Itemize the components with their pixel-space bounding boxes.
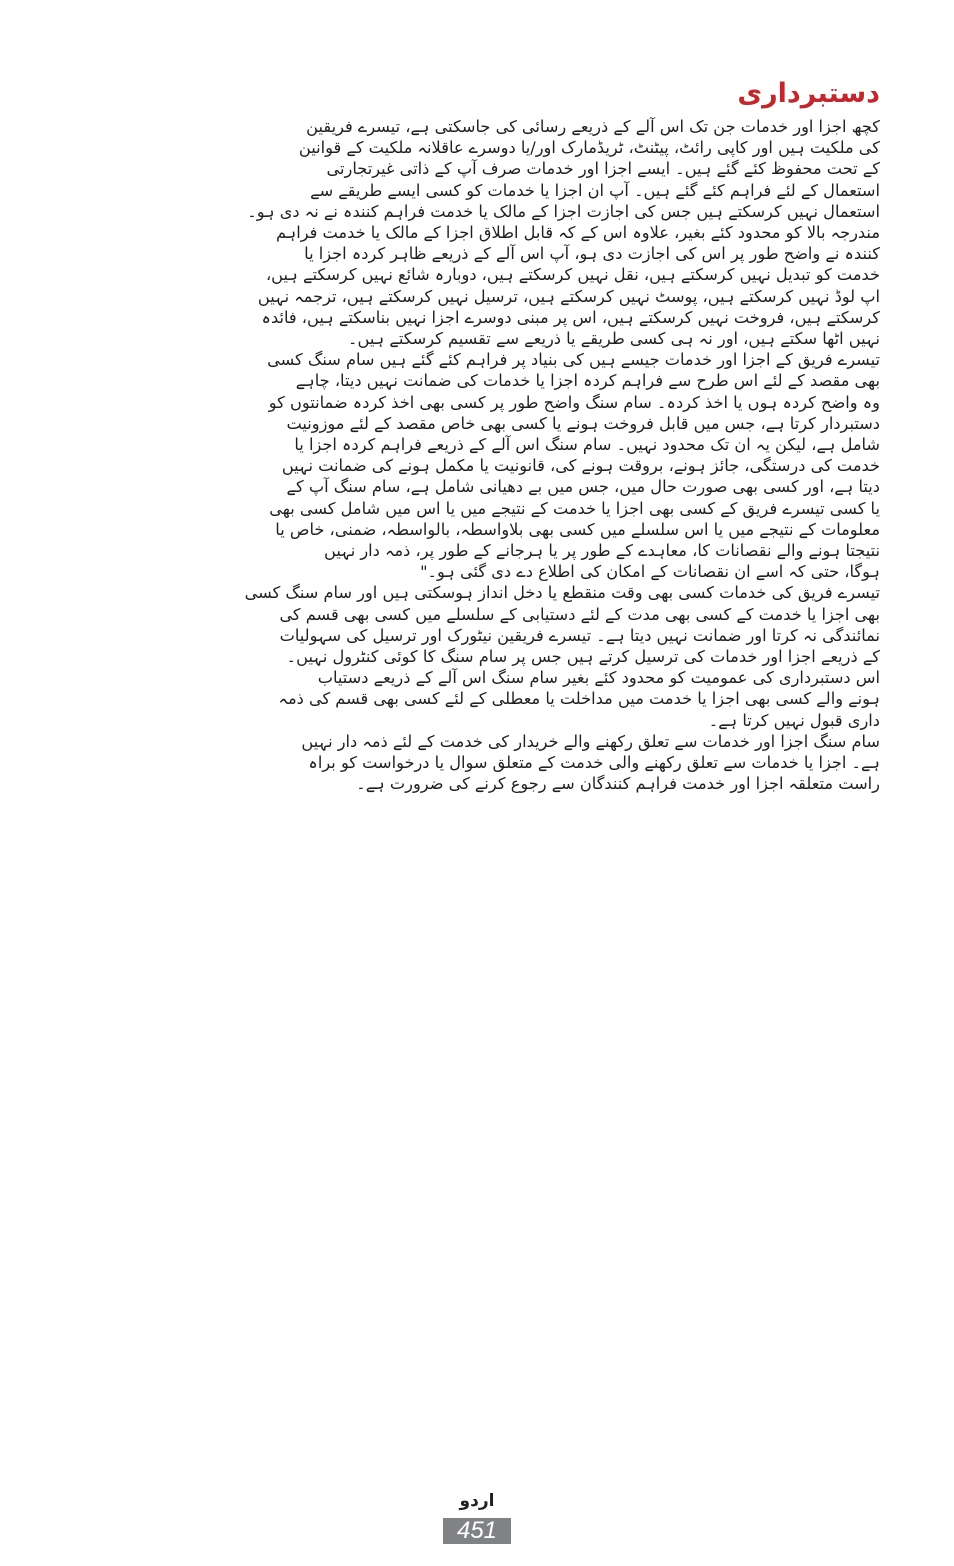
paragraph-line: نمائندگی نہ کرتا اور ضمانت نہیں دیتا ہے۔ تیسرے فریقین نیٹورک اور ترسیل کی سہولیات [279, 625, 880, 645]
paragraph [78, 731, 880, 795]
paragraph-line: استعمال نہیں کرسکتے ہیں جس کی اجازت اجزا کے مالک یا خدمت فراہم کنندہ نے نہ دی ہو۔ [247, 201, 880, 221]
paragraph-line: ہے۔ اجزا یا خدمات سے تعلق رکھنے والی خدمت کے متعلق سوال یا درخواست کو براہ [308, 753, 880, 773]
paragraph [78, 349, 880, 582]
paragraph-line: سام سنگ اجزا اور خدمات سے تعلق رکھنے والے خریدار کی خدمت کے لئے ذمہ دار نہیں [301, 731, 880, 751]
paragraph-line: کے تحت محفوظ کئے گئے ہیں۔ ایسے اجزا اور خدمات صرف آپ کے ذاتی غیرتجارتی [326, 159, 880, 179]
paragraph-line: دستبردار کرتا ہے، جس میں قابل فروخت ہونے یا کسی بھی خاص مقصد کے لئے موزونیت [286, 413, 880, 433]
paragraph-line: خدمت کی درستگی، جائز ہونے، بروقت ہونے کی، قانونیت یا مکمل ہونے کی ضمانت نہیں [281, 456, 880, 476]
paragraph-line: ہوگا، حتی کہ اسے ان نقصانات کے امکان کی اطلاع دے دی گئی ہو۔" [420, 562, 880, 582]
paragraph [78, 582, 880, 730]
paragraph-line: استعمال کے لئے فراہم کئے گئے ہیں۔ آپ ان اجزا یا خدمات کو کسی ایسے طریقے سے [310, 180, 880, 200]
paragraph-line: اپ لوڈ نہیں کرسکتے ہیں، پوسٹ نہیں کرسکتے ہیں، ترسیل نہیں کرسکتے ہیں، ترجمہ نہیں [257, 286, 880, 306]
paragraph-line: کی ملکیت ہیں اور کاپی رائٹ، پیٹنٹ، ٹریڈمارک اور/یا دوسرے عاقلانہ ملکیت کے قوانین [298, 138, 880, 158]
paragraph-line: شامل ہے، لیکن یہ ان تک محدود نہیں۔ سام سنگ اس آلے کے ذریعے فراہم کردہ اجزا یا [294, 435, 880, 455]
paragraphs-container [78, 116, 880, 795]
page-number: 451 [443, 1518, 511, 1544]
paragraph-line: تیسرے فریق کی خدمات کسی بھی وقت منقطع یا دخل انداز ہوسکتی ہیں اور سام سنگ کسی [244, 583, 880, 603]
paragraph-line: کنندہ نے واضح طور پر اس کی اجازت دی ہو، آپ اس آلے کے ذریعے ظاہر کردہ اجزا یا [304, 244, 880, 264]
section-heading: دستبرداری [737, 78, 880, 109]
paragraph-line: ہونے والے کسی بھی اجزا یا خدمت میں مداخلت یا معطلی کے لئے کسی بھی قسم کی ذمہ [278, 689, 880, 709]
paragraph-line: نتیجتا ہونے والے نقصانات کا، معاہدے کے طور پر یا ہرجانے کے طور پر، ذمہ دار نہیں [324, 541, 880, 561]
paragraph-line: نہیں اٹھا سکتے ہیں، اور نہ ہی کسی طریقے یا ذریعے سے تقسیم کرسکتے ہیں۔ [348, 329, 880, 349]
paragraph-line: تیسرے فریق کے اجزا اور خدمات جیسے ہیں کی بنیاد پر فراہم کئے گئے ہیں سام سنگ کسی [267, 350, 880, 370]
paragraph-line: وہ واضح کردہ ہوں یا اخذ کردہ۔ سام سنگ واضح طور پر کسی بھی اخذ کردہ ضمانتوں کو [268, 392, 880, 412]
paragraph-line: معلومات کے نتیجے میں یا اس سلسلے میں کسی بھی بلاواسطہ، بالواسطہ، ضمنی، خاص یا [275, 519, 880, 539]
paragraph-line: مندرجہ بالا کو محدود کئے بغیر، علاوہ اس کے کہ قابل اطلاق اجزا کے مالک یا خدمت فراہم [275, 223, 880, 243]
paragraph-line: راست متعلقہ اجزا اور خدمت فراہم کنندگان سے رجوع کرنے کی ضرورت ہے۔ [356, 774, 880, 794]
paragraph-line: بھی اجزا یا خدمت کے کسی بھی مدت کے لئے دستیابی کے سلسلے میں کسی بھی قسم کی [279, 604, 880, 624]
disclaimer-section [78, 74, 880, 795]
paragraph-line: کرسکتے ہیں، فروخت نہیں کرسکتے ہیں، اس پر مبنی دوسرے اجزا نہیں بناسکتے ہیں، فائدہ [261, 307, 880, 327]
paragraph-line: دیتا ہے، اور کسی بھی صورت حال میں، جس میں بے دھیانی شامل ہے، سام سنگ آپ کے [286, 477, 880, 497]
paragraph-line: اس دستبرداری کی عمومیت کو محدود کئے بغیر سام سنگ اس آلے کے ذریعے دستیاب [317, 668, 880, 688]
paragraph-line: خدمت کو تبدیل نہیں کرسکتے ہیں، نقل نہیں کرسکتے ہیں، دوبارہ شائع نہیں کرسکتے ہیں، [265, 265, 880, 285]
paragraph-line: کے ذریعے اجزا اور خدمات کی ترسیل کرتے ہیں جس پر سام سنگ کا کوئی کنٹرول نہیں۔ [286, 647, 880, 667]
paragraph-line: یا کسی تیسرے فریق کے کسی بھی اجزا یا خدمت کے نتیجے میں یا اس میں شامل کسی بھی [269, 498, 880, 518]
paragraph-line: بھی مقصد کے لئے اس طرح سے فراہم کردہ اجزا یا خدمات کی ضمانت نہیں دیتا، چاہے [295, 371, 880, 391]
paragraph [78, 116, 880, 349]
page-footer [0, 1490, 954, 1544]
paragraph-line: کچھ اجزا اور خدمات جن تک اس آلے کے ذریعے رسائی کی جاسکتی ہے، تیسرے فریقین [306, 117, 880, 136]
footer-language-label: اردو [459, 1491, 495, 1511]
paragraph-line: داری قبول نہیں کرتا ہے۔ [708, 710, 880, 730]
